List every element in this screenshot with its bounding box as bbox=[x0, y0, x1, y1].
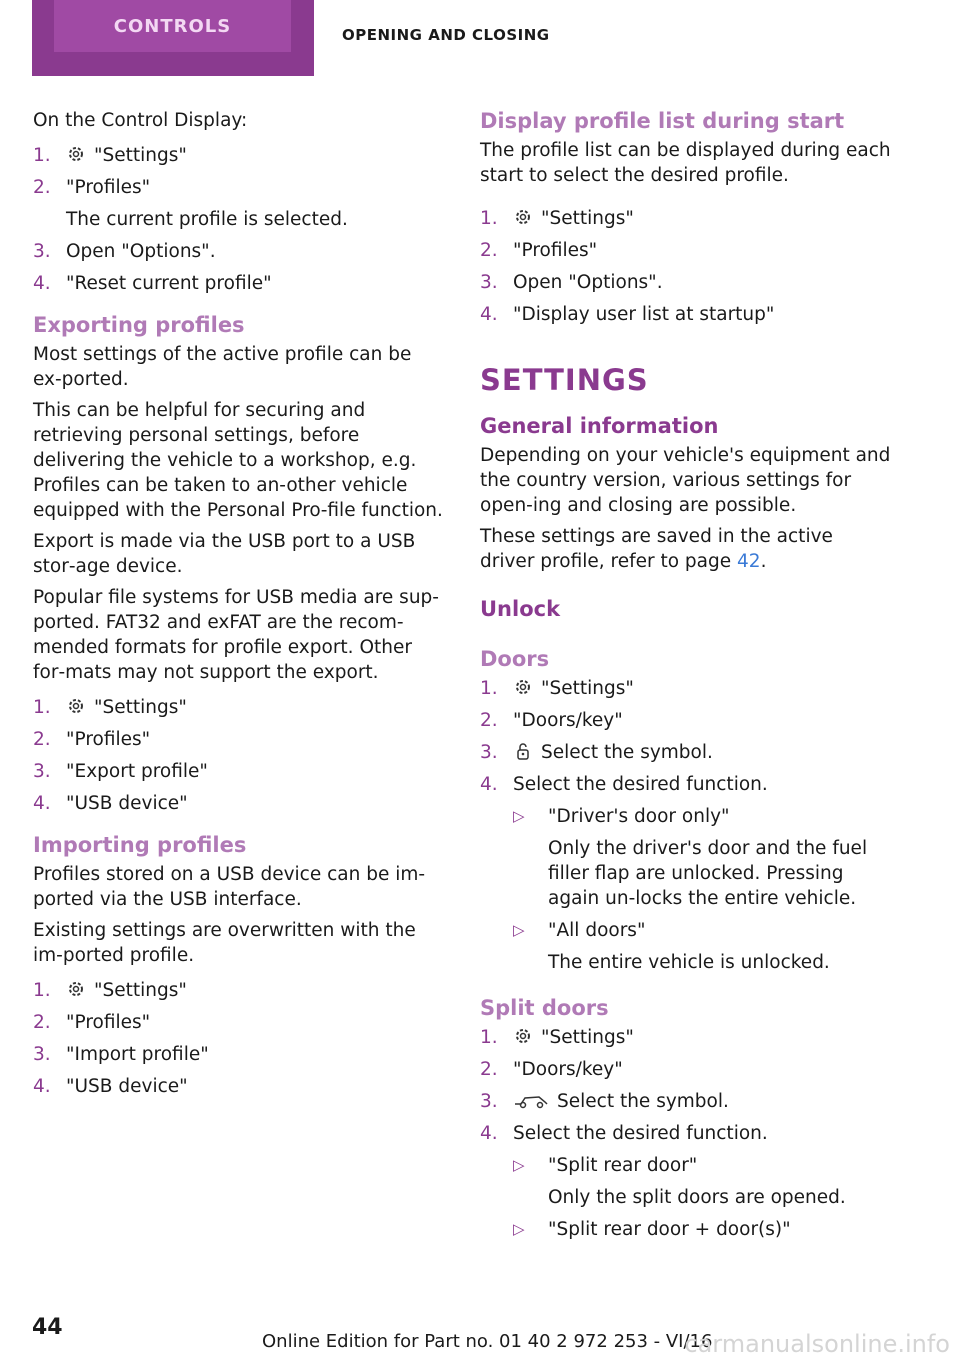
step-number: 2. bbox=[33, 1012, 51, 1033]
step-text: "Display user list at startup" bbox=[513, 304, 775, 325]
watermark: carmanualsonline.info bbox=[684, 1330, 950, 1358]
list-item bbox=[33, 239, 445, 264]
paragraph: Export is made via the USB port to a USB stor‐age device. bbox=[33, 531, 416, 577]
option-item bbox=[513, 804, 892, 911]
paragraph: Depending on your vehicle's equipment and the country version, various settings for open‐ing and closing are possible. bbox=[480, 445, 891, 516]
split-options-list bbox=[513, 1153, 892, 1242]
step-text: "Settings" bbox=[541, 208, 634, 229]
list-item bbox=[33, 271, 445, 296]
step-text: "Export profile" bbox=[66, 761, 208, 782]
doors-steps-list bbox=[480, 676, 892, 975]
option-description: The entire vehicle is unlocked. bbox=[548, 952, 830, 973]
list-item bbox=[480, 1089, 892, 1114]
step-number: 1. bbox=[33, 697, 51, 718]
chapter-tab bbox=[32, 0, 314, 76]
step-text: "Settings" bbox=[541, 678, 634, 699]
option-title: "Driver's door only" bbox=[548, 806, 730, 827]
list-item bbox=[480, 1025, 892, 1050]
doors-options-list bbox=[513, 804, 892, 975]
gear-icon bbox=[513, 1026, 533, 1046]
step-text: Open "Options". bbox=[513, 272, 663, 293]
triangle-bullet-icon: ▷ bbox=[513, 1156, 525, 1174]
step-text: Select the symbol. bbox=[541, 742, 713, 763]
gear-icon bbox=[66, 979, 86, 999]
option-title: "All doors" bbox=[548, 920, 646, 941]
option-description: Only the split doors are opened. bbox=[548, 1187, 846, 1208]
paragraph-text: These settings are saved in the active driver profile, refer to page bbox=[480, 526, 833, 572]
step-text: "Settings" bbox=[541, 1027, 634, 1048]
step-text: Select the desired function. bbox=[513, 1123, 768, 1144]
paragraph: Popular file systems for USB media are sup‐ported. FAT32 and exFAT are the recom‐mended formats for profile export. Other for‐mats may not support the export. bbox=[33, 587, 439, 683]
list-item bbox=[480, 1057, 892, 1082]
split-doors-heading: Split doors bbox=[480, 996, 609, 1020]
step-text: "Profiles" bbox=[66, 729, 151, 750]
list-item bbox=[33, 1042, 445, 1067]
section-title: OPENING AND CLOSING bbox=[342, 26, 550, 44]
list-item bbox=[33, 791, 445, 816]
split-doors-steps-list bbox=[480, 1025, 892, 1242]
display-steps-list bbox=[480, 206, 892, 327]
step-text: Select the symbol. bbox=[557, 1091, 729, 1112]
option-item bbox=[513, 1153, 892, 1210]
list-item bbox=[480, 676, 892, 701]
step-number: 4. bbox=[33, 793, 51, 814]
list-item bbox=[33, 143, 445, 168]
general-information-heading: General information bbox=[480, 414, 719, 438]
option-item bbox=[513, 1217, 892, 1242]
list-item bbox=[480, 270, 892, 295]
paragraph-text: . bbox=[760, 551, 767, 572]
list-item bbox=[480, 1121, 892, 1242]
triangle-bullet-icon: ▷ bbox=[513, 921, 525, 939]
step-number: 1. bbox=[480, 1027, 498, 1048]
step-text: "Profiles" bbox=[513, 240, 598, 261]
list-item bbox=[33, 978, 445, 1003]
importing-heading: Importing profiles bbox=[33, 833, 247, 857]
paragraph: This can be helpful for securing and retrieving personal settings, before delivering the vehicle to a workshop, e.g. Profiles can be taken to an‐other vehicle equipped with the Personal Pro‐file function. bbox=[33, 400, 443, 521]
step-number: 3. bbox=[480, 1091, 498, 1112]
step-text: "Reset current profile" bbox=[66, 273, 272, 294]
gear-icon bbox=[513, 677, 533, 697]
step-text: "Settings" bbox=[94, 980, 187, 1001]
step-number: 3. bbox=[33, 761, 51, 782]
settings-heading: SETTINGS bbox=[480, 363, 649, 397]
option-item bbox=[513, 918, 892, 975]
step-text: "Profiles" bbox=[66, 177, 151, 198]
option-title: "Split rear door + door(s)" bbox=[548, 1219, 791, 1240]
list-item bbox=[33, 1074, 445, 1099]
step-number: 1. bbox=[33, 145, 51, 166]
list-item bbox=[480, 206, 892, 231]
list-item bbox=[33, 175, 445, 232]
step-text: "Import profile" bbox=[66, 1044, 209, 1065]
step-number: 4. bbox=[33, 273, 51, 294]
step-text: Select the desired function. bbox=[513, 774, 768, 795]
export-steps-list bbox=[33, 695, 445, 816]
step-number: 4. bbox=[33, 1076, 51, 1097]
right-column bbox=[480, 108, 892, 1252]
step-number: 2. bbox=[33, 177, 51, 198]
step-text: "USB device" bbox=[66, 793, 188, 814]
step-text: "USB device" bbox=[66, 1076, 188, 1097]
paragraph: The profile list can be displayed during each start to select the desired profile. bbox=[480, 140, 891, 186]
import-steps-list bbox=[33, 978, 445, 1099]
step-number: 4. bbox=[480, 304, 498, 325]
step-text: "Settings" bbox=[94, 697, 187, 718]
step-subtext: The current profile is selected. bbox=[66, 209, 348, 230]
paragraph: Most settings of the active profile can be ex‐ported. bbox=[33, 344, 412, 390]
list-item bbox=[480, 772, 892, 975]
list-item bbox=[480, 302, 892, 327]
step-text: "Doors/key" bbox=[513, 1059, 623, 1080]
intro-text: On the Control Display: bbox=[33, 110, 248, 131]
gear-icon bbox=[66, 144, 86, 164]
doors-heading: Doors bbox=[480, 647, 550, 671]
step-number: 2. bbox=[480, 1059, 498, 1080]
triangle-bullet-icon: ▷ bbox=[513, 807, 525, 825]
paragraph: Profiles stored on a USB device can be im‐ported via the USB interface. bbox=[33, 864, 426, 910]
paragraph bbox=[480, 524, 892, 574]
page-link[interactable]: 42 bbox=[737, 551, 761, 572]
list-item bbox=[480, 740, 892, 765]
display-profile-heading: Display profile list during start bbox=[480, 109, 845, 133]
gear-icon bbox=[66, 696, 86, 716]
step-number: 3. bbox=[33, 241, 51, 262]
gear-icon bbox=[513, 207, 533, 227]
paragraph: Existing settings are overwritten with the im‐ported profile. bbox=[33, 920, 416, 966]
list-item bbox=[480, 708, 892, 733]
step-number: 3. bbox=[480, 272, 498, 293]
list-item bbox=[33, 759, 445, 784]
step-number: 3. bbox=[480, 742, 498, 763]
left-column bbox=[33, 108, 445, 1109]
step-text: "Settings" bbox=[94, 145, 187, 166]
chapter-tab-label: CONTROLS bbox=[54, 0, 291, 52]
list-item bbox=[33, 1010, 445, 1035]
edition-footer: Online Edition for Part no. 01 40 2 972 253 - VI/16 bbox=[262, 1331, 713, 1352]
step-number: 1. bbox=[480, 678, 498, 699]
step-text: Open "Options". bbox=[66, 241, 216, 262]
exporting-heading: Exporting profiles bbox=[33, 313, 245, 337]
option-title: "Split rear door" bbox=[548, 1155, 698, 1176]
step-number: 2. bbox=[480, 240, 498, 261]
step-number: 2. bbox=[33, 729, 51, 750]
page-number: 44 bbox=[32, 1315, 63, 1340]
list-item bbox=[480, 238, 892, 263]
step-number: 2. bbox=[480, 710, 498, 731]
option-description: Only the driver's door and the fuel filler flap are unlocked. Pressing again un‐locks the entire vehicle. bbox=[548, 838, 868, 909]
triangle-bullet-icon: ▷ bbox=[513, 1220, 525, 1238]
key-lock-icon bbox=[513, 741, 533, 761]
list-item bbox=[33, 695, 445, 720]
reset-steps-list bbox=[33, 143, 445, 296]
step-number: 4. bbox=[480, 774, 498, 795]
list-item bbox=[33, 727, 445, 752]
step-number: 3. bbox=[33, 1044, 51, 1065]
step-number: 4. bbox=[480, 1123, 498, 1144]
step-text: "Doors/key" bbox=[513, 710, 623, 731]
unlock-heading: Unlock bbox=[480, 597, 561, 621]
step-number: 1. bbox=[480, 208, 498, 229]
step-number: 1. bbox=[33, 980, 51, 1001]
step-text: "Profiles" bbox=[66, 1012, 151, 1033]
car-rear-icon bbox=[513, 1090, 549, 1110]
